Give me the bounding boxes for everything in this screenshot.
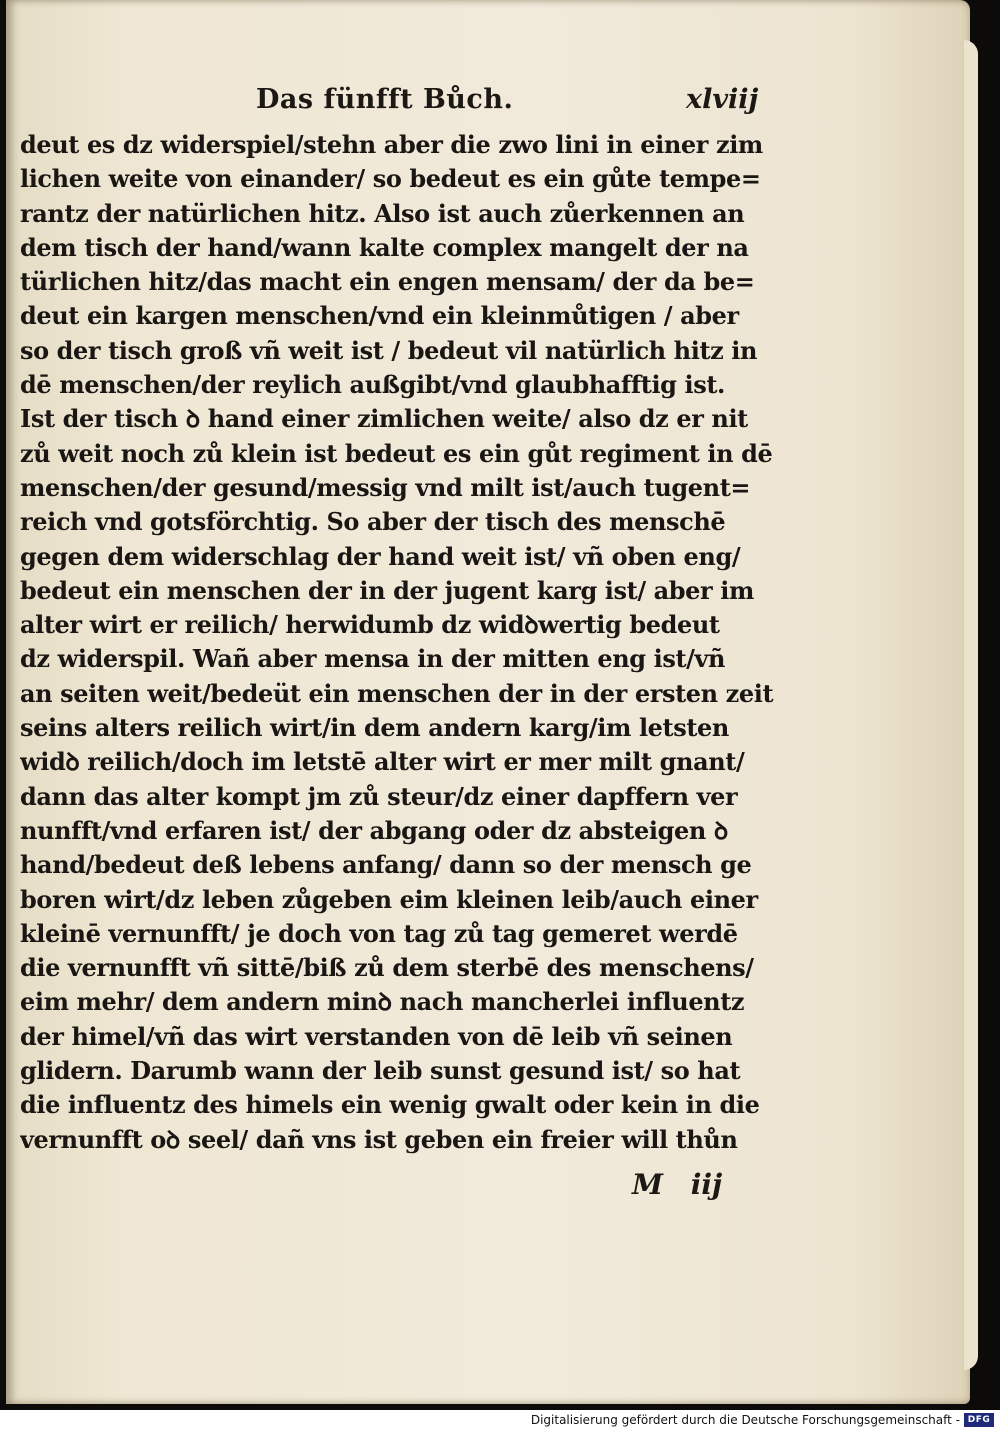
text-line: boren wirt/dz leben zůgeben eim kleinen leib/auch einer	[20, 884, 758, 914]
text-line: zů weit noch zů klein ist bedeut es ein gůt regiment in dē	[20, 438, 773, 468]
text-line: dann das alter kompt jm zů steur/dz einer dapffern ver	[20, 781, 738, 811]
text-line: die vernunfft vñ sittē/biß zů dem sterbē des menschens/	[20, 953, 754, 983]
text-line: dem tisch der hand/wann kalte complex mangelt der na	[20, 232, 749, 262]
text-line: eim mehr/ dem andern minꝺ nach mancherlei influentz	[20, 987, 745, 1017]
book-title: Das fünfft Bůch.	[256, 84, 514, 115]
text-line: türlichen hitz/das macht ein engen mensam/ der da be=	[20, 267, 755, 297]
text-line: deut es dz widerspiel/stehn aber die zwo lini in einer zim	[20, 130, 763, 159]
text-line: hand/bedeut deß lebens anfang/ dann so der mensch ge	[20, 850, 752, 880]
text-line: menschen/der gesund/messig vnd milt ist/auch tugent=	[20, 472, 751, 502]
text-line: alter wirt er reilich/ herwidumb dz widꝺwertig bedeut	[20, 610, 720, 640]
running-head	[6, 84, 970, 124]
book-page	[6, 0, 970, 1404]
text-line: dz widerspil. Wañ aber mensa in der mitten eng ist/vñ	[20, 644, 726, 674]
text-line: an seiten weit/bedeüt ein menschen der in der ersten zeit	[20, 678, 774, 708]
text-line: Ist der tisch ꝺ hand einer zimlichen weite/ also dz er nit	[20, 404, 748, 434]
folio-number: xlviij	[686, 84, 759, 115]
text-line: so der tisch groß vñ weit ist / bedeut vil natürlich hitz in	[20, 335, 758, 365]
signature-mark: M iij	[632, 1168, 723, 1201]
text-line: der himel/vñ das wirt verstanden von dē leib vñ seinen	[20, 1021, 733, 1051]
text-line: die influentz des himels ein wenig gwalt oder kein in die	[20, 1090, 760, 1120]
text-line: deut ein kargen menschen/vnd ein kleinmůtigen / aber	[20, 301, 739, 331]
text-line: rantz der natürlichen hitz. Also ist auch zůerkennen an	[20, 198, 745, 228]
text-line: bedeut ein menschen der in der jugent karg ist/ aber im	[20, 575, 754, 605]
dfg-logo-icon: DFG	[964, 1413, 994, 1427]
text-line: lichen weite von einander/ so bedeut es ein gůte tempe=	[20, 164, 761, 194]
funding-notice: Digitalisierung gefördert durch die Deutsche Forschungsgemeinschaft -	[530, 1413, 960, 1427]
text-line: dē menschen/der reylich außgibt/vnd glaubhafftig ist.	[20, 370, 725, 400]
text-line: seins alters reilich wirt/in dem andern karg/im letsten	[20, 713, 729, 743]
text-line: widꝺ reilich/doch im letstē alter wirt er mer milt gnant/	[20, 747, 745, 777]
text-line: kleinē vernunfft/ je doch von tag zů tag gemeret werdē	[20, 918, 738, 948]
footer-bar	[0, 1410, 1000, 1432]
text-line: glidern. Darumb wann der leib sunst gesund ist/ so hat	[20, 1056, 741, 1086]
text-line: gegen dem widerschlag der hand weit ist/ vñ oben eng/	[20, 541, 741, 571]
text-line: reich vnd gotsförchtig. So aber der tisch des menschē	[20, 507, 726, 537]
text-line: vernunfft oꝺ seel/ dañ vns ist geben ein freier will thůn	[20, 1124, 738, 1154]
text-block	[20, 128, 790, 1157]
text-line: nunfft/vnd erfaren ist/ der abgang oder dz absteigen ꝺ	[20, 815, 728, 845]
